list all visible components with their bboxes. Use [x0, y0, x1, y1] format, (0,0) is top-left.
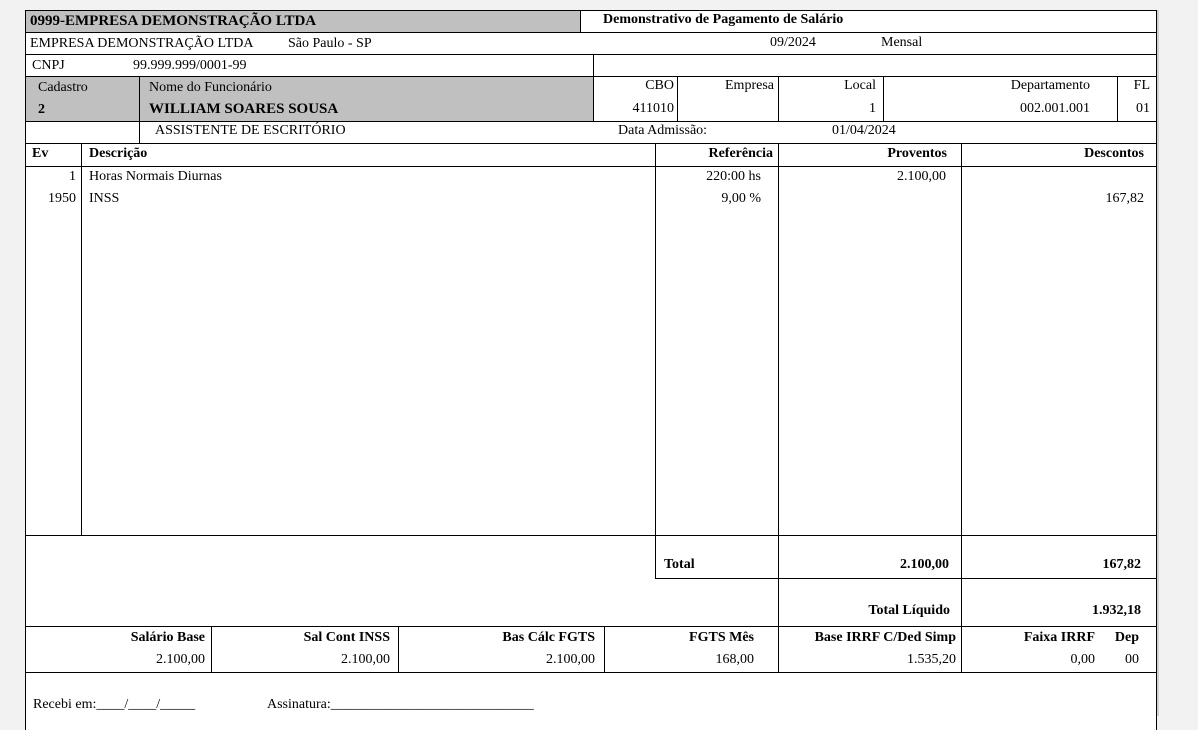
row-referencia: 220:00 hs — [706, 169, 761, 184]
rule — [139, 76, 140, 143]
rule — [26, 166, 1156, 167]
rule — [778, 76, 779, 121]
departamento-label: Departamento — [1010, 78, 1090, 93]
row-ev: 1950 — [48, 191, 76, 206]
row-descricao: INSS — [89, 191, 120, 206]
local-label: Local — [844, 78, 876, 93]
rule — [677, 76, 678, 121]
rule — [604, 626, 605, 672]
company-city: São Paulo - SP — [288, 36, 372, 51]
row-referencia: 9,00 % — [721, 191, 761, 206]
rule — [778, 626, 779, 672]
col-ev-header: Ev — [32, 146, 49, 161]
rule — [26, 121, 1156, 122]
company-name: EMPRESA DEMONSTRAÇÃO LTDA — [30, 36, 254, 51]
rule — [961, 143, 962, 626]
sal-cont-inss: 2.100,00 — [341, 652, 390, 667]
fgts-mes-label: FGTS Mês — [689, 630, 754, 645]
rule — [1117, 76, 1118, 121]
dep-value: 00 — [1125, 652, 1139, 667]
cnpj-value: 99.999.999/0001-99 — [133, 58, 247, 73]
salario-base: 2.100,00 — [156, 652, 205, 667]
rule — [81, 143, 82, 535]
rule — [211, 626, 212, 672]
employee-name: WILLIAM SOARES SOUSA — [149, 101, 339, 117]
dep-label: Dep — [1114, 630, 1139, 645]
rule — [26, 76, 1156, 77]
rule — [26, 535, 1156, 536]
document-title: Demonstrativo de Pagamento de Salário — [603, 12, 844, 27]
base-irrf-label: Base IRRF C/Ded Simp — [814, 630, 956, 645]
bas-calc-fgts-label: Bas Cálc FGTS — [502, 630, 595, 645]
signature-label: Assinatura:_____________________________ — [267, 697, 534, 712]
total-descontos: 167,82 — [1102, 557, 1141, 572]
departamento-value: 002.001.001 — [1020, 101, 1090, 116]
fl-value: 01 — [1136, 101, 1150, 116]
rule — [26, 143, 1156, 144]
pay-period: 09/2024 — [770, 35, 816, 50]
admission-date: 01/04/2024 — [832, 123, 896, 138]
bas-calc-fgts: 2.100,00 — [546, 652, 595, 667]
rule — [655, 143, 656, 578]
sal-cont-inss-label: Sal Cont INSS — [303, 630, 390, 645]
row-ev: 1 — [69, 169, 76, 184]
pay-period-type: Mensal — [881, 35, 923, 50]
row-descricao: Horas Normais Diurnas — [89, 169, 222, 184]
company-code-name: 0999-EMPRESA DEMONSTRAÇÃO LTDA — [30, 13, 317, 29]
payslip-sheet — [25, 10, 1157, 730]
employee-role: ASSISTENTE DE ESCRITÓRIO — [155, 123, 346, 138]
rule — [883, 76, 884, 121]
admission-label: Data Admissão: — [618, 123, 708, 138]
salario-base-label: Salário Base — [130, 630, 205, 645]
total-proventos: 2.100,00 — [900, 557, 949, 572]
total-liquido-label: Total Líquido — [868, 603, 950, 618]
rule — [961, 626, 962, 672]
rule — [398, 626, 399, 672]
rule — [26, 32, 1156, 33]
col-descricao-header: Descrição — [89, 146, 148, 161]
col-referencia-header: Referência — [708, 146, 773, 161]
local-value: 1 — [869, 101, 876, 116]
cbo-label: CBO — [645, 78, 674, 93]
rule — [580, 10, 581, 32]
rule — [593, 54, 594, 121]
row-proventos: 2.100,00 — [897, 169, 946, 184]
employee-name-label: Nome do Funcionário — [149, 80, 272, 95]
cadastro-label: Cadastro — [38, 80, 88, 95]
rule — [26, 10, 1156, 11]
base-irrf: 1.535,20 — [907, 652, 956, 667]
cbo-value: 411010 — [632, 101, 674, 116]
rule — [26, 54, 1156, 55]
rule — [26, 626, 1156, 627]
cnpj-label: CNPJ — [32, 58, 65, 73]
received-date-label: Recebi em:____/____/_____ — [33, 697, 196, 712]
col-proventos-header: Proventos — [887, 146, 947, 161]
col-descontos-header: Descontos — [1084, 146, 1144, 161]
rule — [26, 672, 1156, 673]
row-descontos: 167,82 — [1105, 191, 1144, 206]
faixa-irrf: 0,00 — [1070, 652, 1095, 667]
total-liquido: 1.932,18 — [1092, 603, 1141, 618]
fl-label: FL — [1133, 78, 1150, 93]
fgts-mes: 168,00 — [715, 652, 754, 667]
faixa-irrf-label: Faixa IRRF — [1023, 630, 1095, 645]
rule — [655, 578, 1156, 579]
rule — [778, 143, 779, 626]
total-label: Total — [664, 557, 695, 572]
cadastro-value: 2 — [38, 102, 45, 117]
empresa-label: Empresa — [725, 78, 774, 93]
